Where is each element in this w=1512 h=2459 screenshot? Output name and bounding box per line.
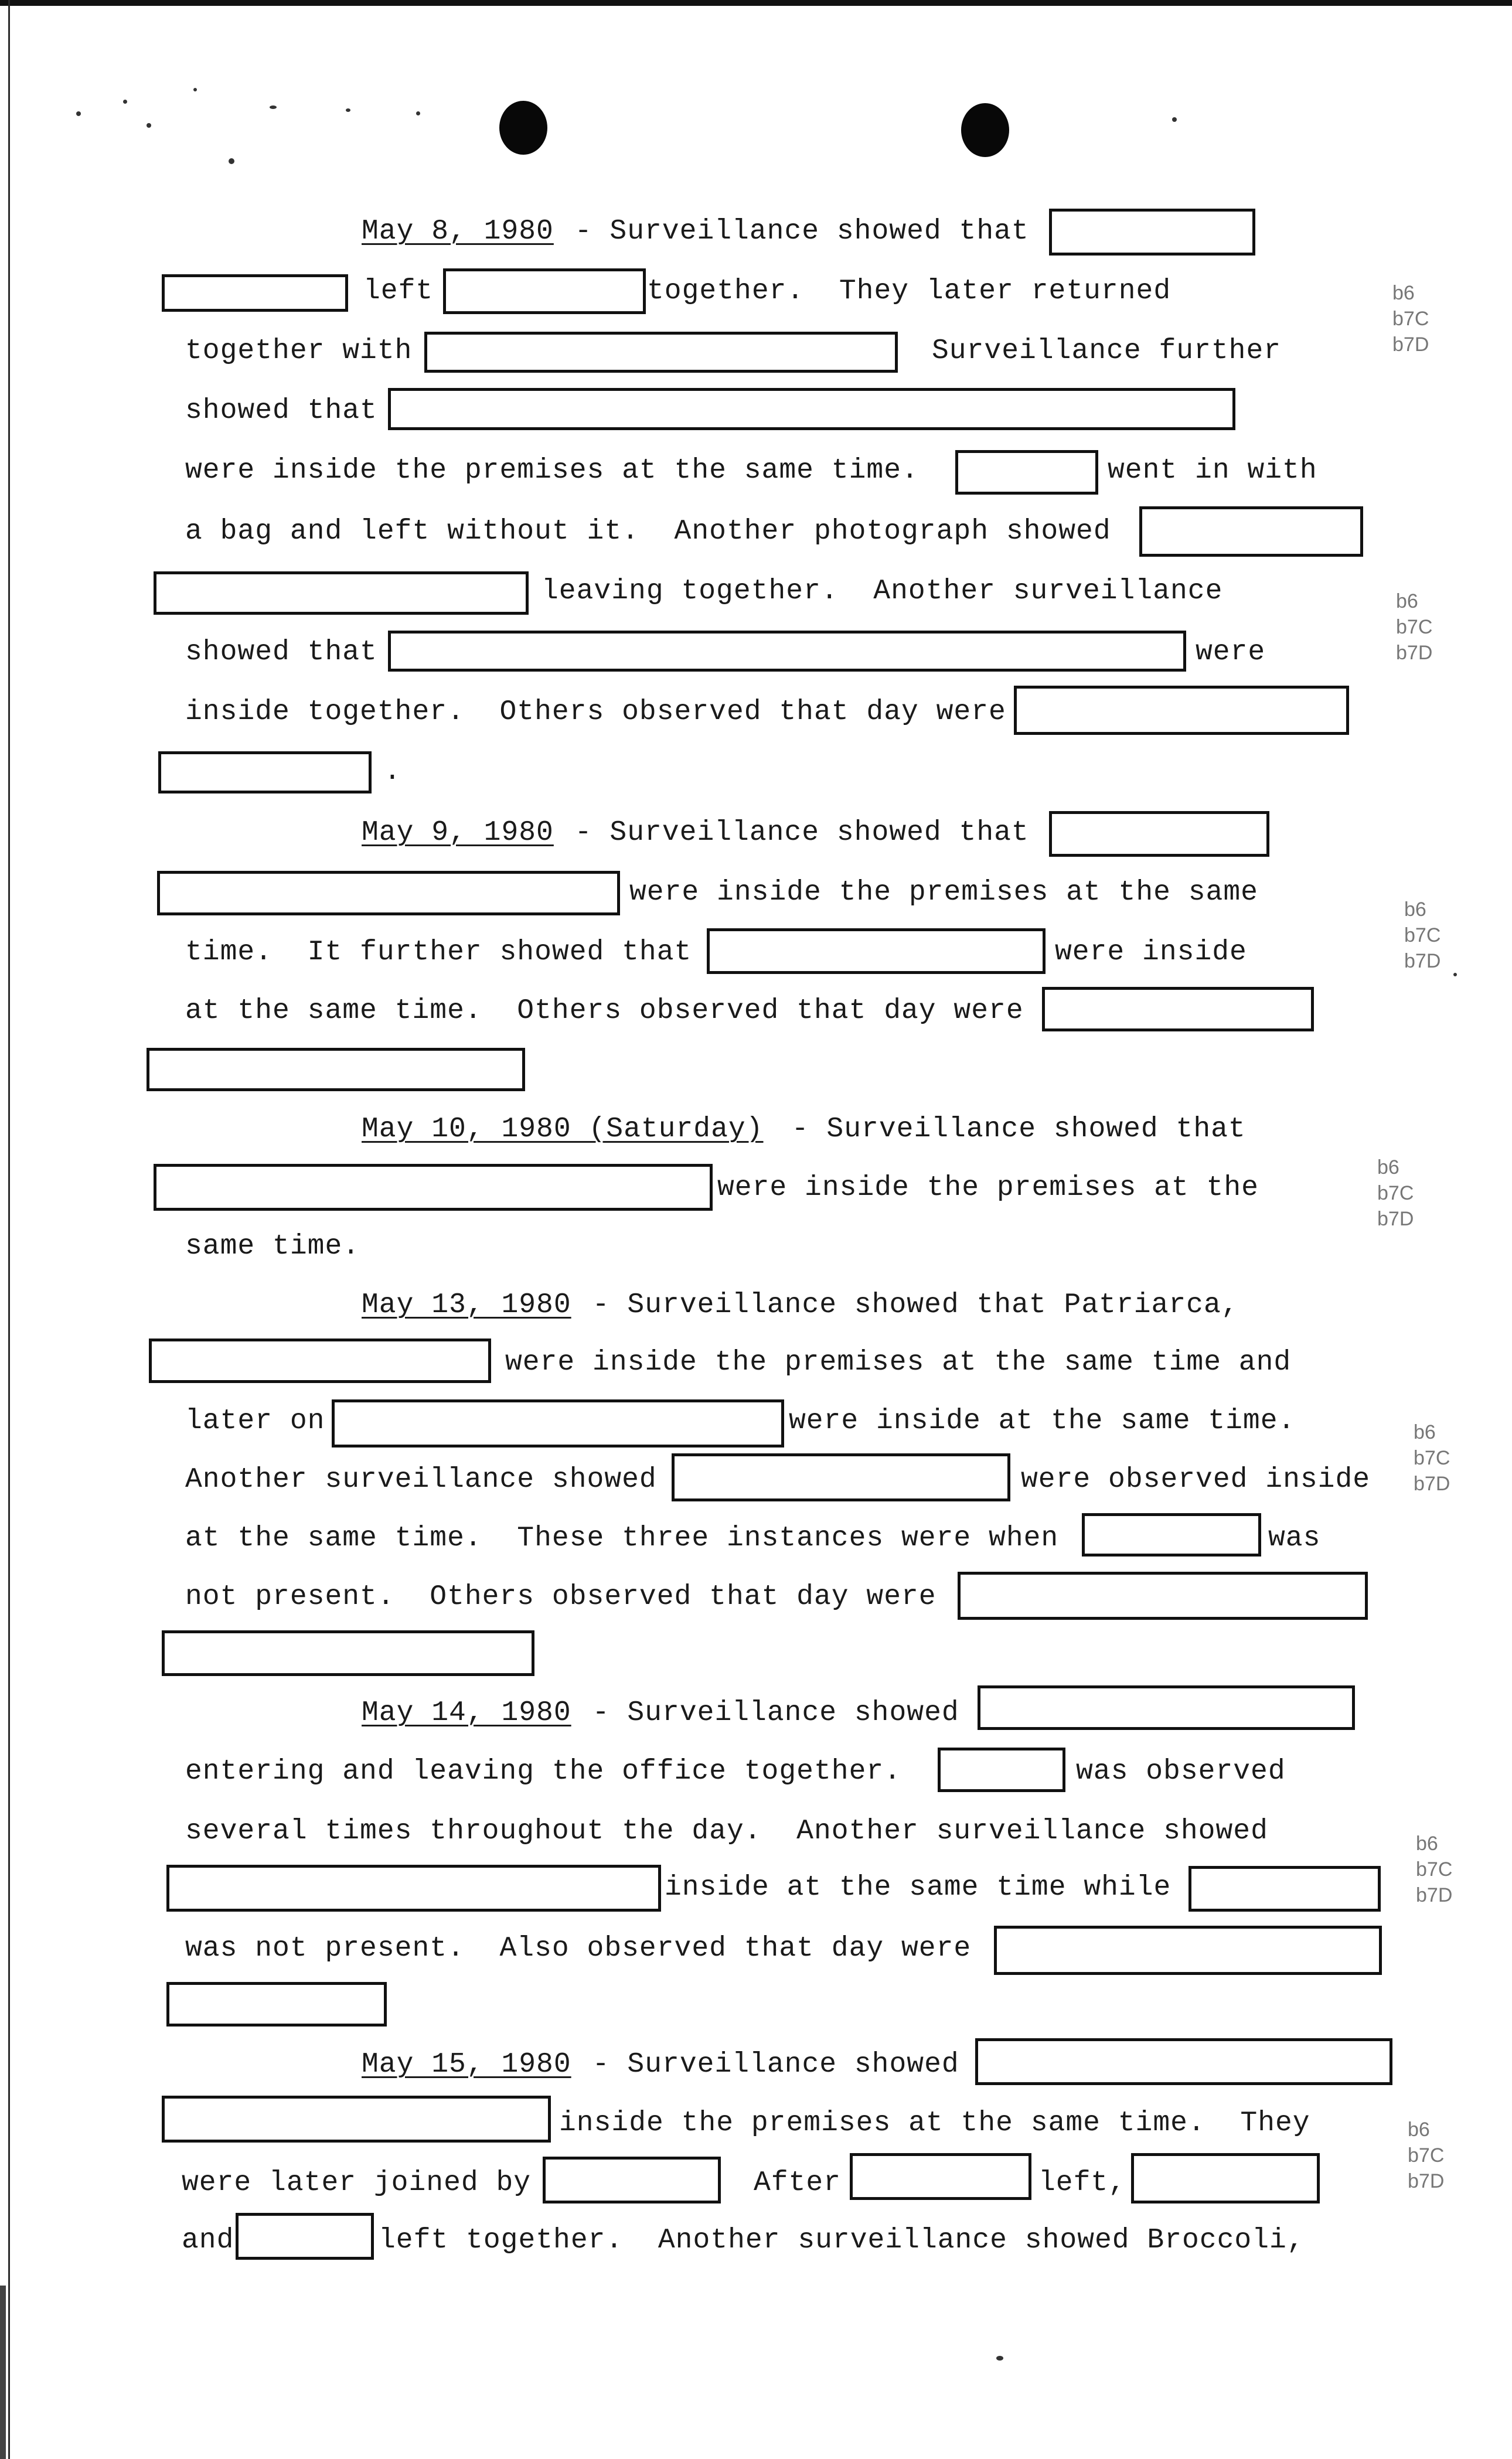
text-line: together with — [185, 335, 413, 367]
text-line: inside the premises at the same time. They — [559, 2107, 1310, 2139]
redaction-box — [162, 1630, 534, 1676]
redaction-box — [147, 1048, 525, 1091]
text-line: Surveillance further — [932, 335, 1282, 367]
text-line: After — [754, 2167, 842, 2199]
text-line: - Surveillance showed — [575, 2049, 959, 2080]
scan-speck — [346, 108, 350, 112]
redaction-box — [166, 1982, 387, 2027]
scan-speck — [996, 2356, 1003, 2361]
redaction-box — [1042, 987, 1314, 1031]
redaction-box — [154, 571, 529, 615]
text-line: - Surveillance showed that — [557, 216, 1029, 247]
text-line: inside together. Others observed that day were — [185, 696, 1006, 728]
redaction-box — [388, 631, 1186, 672]
redaction-box — [1049, 209, 1255, 256]
exemption-codes — [1408, 2117, 1444, 2194]
redaction-box — [978, 1685, 1355, 1730]
redaction-box — [166, 1865, 661, 1912]
exemption-codes — [1404, 897, 1441, 974]
redaction-box — [672, 1453, 1010, 1501]
date-may-8-1980: May 8, 1980 — [362, 216, 554, 247]
text-line: at the same time. These three instances were when — [185, 1523, 1059, 1554]
exemption-b7c: b7C — [1392, 308, 1429, 330]
exemption-b7d: b7D — [1396, 642, 1433, 664]
redaction-box — [1049, 811, 1269, 857]
scan-speck — [193, 88, 197, 91]
redaction-box — [424, 332, 898, 373]
redaction-box — [955, 450, 1098, 495]
exemption-b7c: b7C — [1377, 1182, 1414, 1204]
date-may-13-1980: May 13, 1980 — [362, 1289, 571, 1321]
redaction-box — [1014, 686, 1349, 735]
text-line: went in with — [1108, 455, 1317, 486]
exemption-codes — [1416, 1831, 1452, 1908]
text-line: later on — [185, 1405, 325, 1437]
text-line: not present. Others observed that day were — [185, 1581, 937, 1613]
redaction-box — [162, 274, 348, 312]
redaction-box — [1189, 1866, 1381, 1912]
exemption-b7c: b7C — [1416, 1858, 1453, 1881]
text-line: inside at the same time while — [665, 1872, 1172, 1903]
exemption-b7d: b7D — [1414, 1473, 1450, 1495]
scan-speck — [1453, 973, 1457, 976]
redaction-box — [543, 2157, 721, 2203]
exemption-codes — [1392, 280, 1429, 357]
text-line: was not present. Also observed that day were — [185, 1933, 972, 1964]
text-line: were — [1196, 636, 1266, 668]
exemption-b7d: b7D — [1377, 1208, 1414, 1230]
text-line: were inside the premises at the same — [629, 877, 1258, 908]
exemption-b7c: b7C — [1414, 1447, 1450, 1469]
redaction-box — [162, 2096, 551, 2143]
text-line: entering and leaving the office together. — [185, 1756, 901, 1787]
scan-speck — [229, 158, 234, 164]
scan-speck — [416, 111, 420, 115]
text-line: was — [1268, 1523, 1321, 1554]
punch-hole-right — [961, 103, 1009, 157]
exemption-b7d: b7D — [1404, 950, 1441, 972]
scan-speck — [147, 123, 151, 128]
exemption-b6: b6 — [1377, 1156, 1399, 1179]
redaction-box — [958, 1572, 1368, 1620]
exemption-b6: b6 — [1392, 282, 1415, 304]
text-line: left together. Another surveillance showed Broccoli, — [379, 2225, 1305, 2256]
text-line: and — [182, 2225, 234, 2256]
redaction-box — [707, 928, 1046, 974]
date-may-14-1980: May 14, 1980 — [362, 1697, 571, 1729]
redaction-box — [1139, 506, 1363, 557]
exemption-b6: b6 — [1414, 1421, 1436, 1443]
redaction-box — [1082, 1513, 1261, 1557]
exemption-b7c: b7C — [1408, 2144, 1445, 2167]
redaction-box — [149, 1339, 491, 1383]
text-line: - Surveillance showed that — [557, 817, 1029, 849]
exemption-b7d: b7D — [1416, 1884, 1453, 1906]
redaction-box — [157, 871, 620, 915]
text-line: were inside the premises at the — [717, 1172, 1259, 1204]
text-line: were later joined by — [182, 2167, 532, 2199]
redaction-box — [850, 2153, 1031, 2200]
exemption-b7d: b7D — [1408, 2170, 1445, 2192]
text-line: leaving together. Another surveillance — [542, 575, 1223, 607]
text-line: - Surveillance showed that Patriarca, — [575, 1289, 1239, 1321]
redaction-box — [332, 1399, 784, 1448]
exemption-b6: b6 — [1416, 1833, 1438, 1855]
exemption-codes — [1377, 1154, 1414, 1232]
text-line: left, — [1038, 2167, 1126, 2199]
scan-speck — [1172, 117, 1177, 122]
redaction-box — [443, 268, 646, 314]
page-frame-left — [8, 0, 10, 2459]
page-frame-left-shadow — [0, 2286, 6, 2459]
exemption-b7c: b7C — [1396, 616, 1433, 638]
text-line: a bag and left without it. Another photograph showed — [185, 516, 1111, 547]
redaction-box — [938, 1748, 1065, 1792]
punch-hole-left — [499, 101, 547, 155]
scan-speck — [76, 111, 81, 116]
page-frame-top — [0, 0, 1512, 6]
text-line: were inside at the same time. — [789, 1405, 1296, 1437]
text-line: showed that — [185, 636, 377, 668]
date-may-10-1980: May 10, 1980 (Saturday) — [362, 1113, 764, 1145]
redaction-box — [236, 2213, 374, 2260]
scan-speck — [270, 105, 277, 109]
text-line: together. They later returned — [647, 275, 1172, 307]
text-line: . — [384, 756, 401, 788]
redaction-box — [1131, 2153, 1320, 2203]
redaction-box — [154, 1164, 713, 1211]
exemption-b6: b6 — [1396, 590, 1418, 612]
text-line: were inside — [1055, 936, 1247, 968]
redaction-box — [975, 2038, 1392, 2085]
redaction-box — [994, 1926, 1382, 1975]
scan-speck — [123, 100, 127, 104]
text-line: several times throughout the day. Another surveillance showed — [185, 1816, 1268, 1847]
date-may-9-1980: May 9, 1980 — [362, 817, 554, 849]
text-line: showed that — [185, 395, 377, 427]
exemption-b6: b6 — [1404, 898, 1426, 921]
exemption-b7d: b7D — [1392, 333, 1429, 356]
text-line: were observed inside — [1021, 1464, 1371, 1496]
date-may-15-1980: May 15, 1980 — [362, 2049, 571, 2080]
text-line: were inside the premises at the same time. — [185, 455, 919, 486]
text-line: was observed — [1076, 1756, 1286, 1787]
redaction-box — [158, 751, 372, 793]
text-line: time. It further showed that — [185, 936, 692, 968]
text-line: - Surveillance showed that — [774, 1113, 1246, 1145]
text-line: same time. — [185, 1231, 360, 1262]
text-line: left — [363, 275, 434, 307]
exemption-codes — [1414, 1419, 1450, 1497]
text-line: at the same time. Others observed that day were — [185, 995, 1024, 1027]
text-line: were inside the premises at the same time and — [505, 1347, 1292, 1378]
text-line: - Surveillance showed — [575, 1697, 959, 1729]
redaction-box — [388, 388, 1235, 430]
exemption-b6: b6 — [1408, 2119, 1430, 2141]
text-line: Another surveillance showed — [185, 1464, 657, 1496]
exemption-codes — [1396, 588, 1432, 666]
exemption-b7c: b7C — [1404, 924, 1441, 946]
